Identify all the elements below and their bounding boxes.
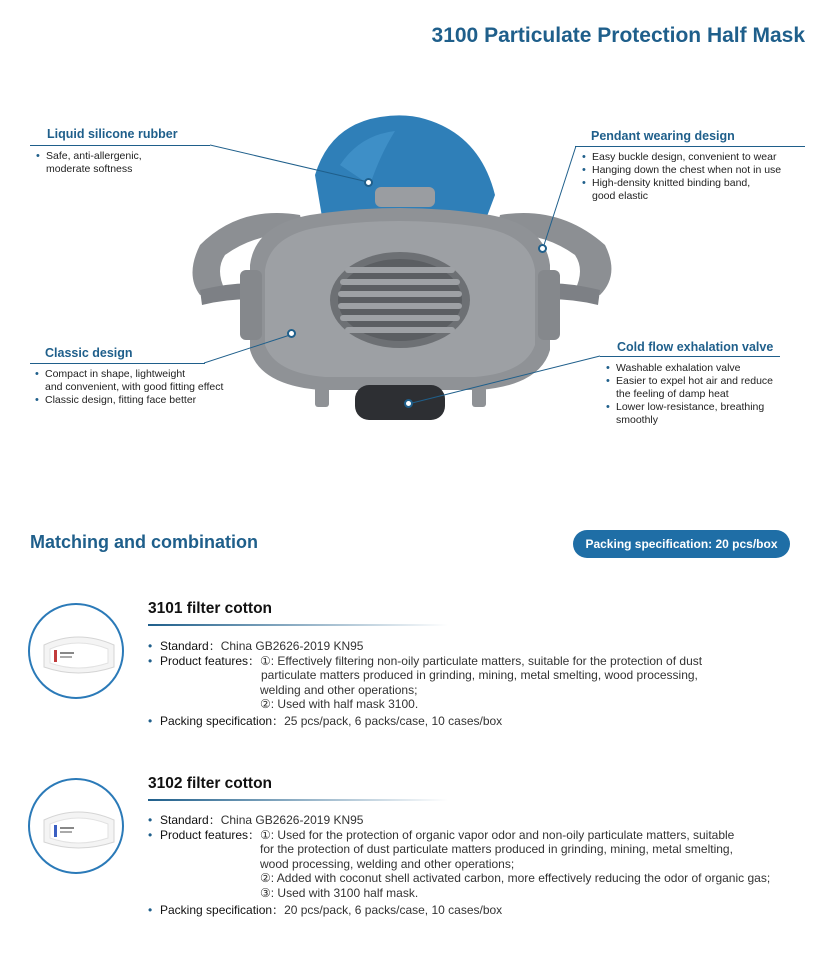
- spec-label: Packing specification：: [160, 902, 285, 917]
- spec-value: 20 pcs/pack, 6 packs/case, 10 cases/box: [284, 902, 503, 917]
- spec-label: Packing specification：: [160, 713, 285, 728]
- spec-features: [148, 654, 818, 712]
- callout-classic-list: [35, 368, 223, 407]
- feature-line: for the protection of dust particulate matters produced in grinding, mining, metal smelting,: [260, 842, 733, 856]
- feature-line: ①: Effectively filtering non-oily particulate matters, suitable for the protection of dust: [260, 653, 703, 668]
- callout-valve-dot: [404, 399, 413, 408]
- feature-line: ②: Used with half mask 3100.: [260, 697, 419, 711]
- feature-line: ③: Used with 3100 half mask.: [260, 885, 419, 900]
- spec-packing: [148, 903, 828, 918]
- product-image-3101: [28, 603, 124, 699]
- callout-classic-item: • Classic design, fitting face better: [35, 394, 223, 407]
- callout-valve-item: • Washable exhalation valve: [606, 362, 773, 375]
- feature-line: particulate matters produced in grinding, mining, metal smelting, wood processing,: [261, 668, 698, 682]
- product-underline: [148, 624, 448, 626]
- callout-silicone-leader: [210, 144, 372, 186]
- feature-line: wood processing, welding and other operations;: [260, 856, 515, 871]
- callout-pendant-list: [582, 151, 781, 203]
- filter-cotton-icon: [30, 780, 124, 874]
- callout-valve-item: • Easier to expel hot air and reduce the feeling of damp heat: [606, 375, 773, 401]
- spec-feature-lines: [260, 828, 770, 901]
- spec-value: China GB2626-2019 KN95: [220, 813, 364, 827]
- callout-valve-item: • Lower low-resistance, breathing smoothly: [606, 401, 773, 427]
- feature-line: ①: Used for the protection of organic vapor odor and non-oily particulate matters, suitable: [260, 827, 735, 842]
- spec-features: [148, 828, 828, 901]
- callout-classic-leader: [204, 333, 292, 365]
- section-title: Matching and combination: [30, 532, 258, 552]
- product-underline: [148, 799, 448, 801]
- callout-silicone-title: Liquid silicone rubber: [47, 127, 178, 141]
- callout-valve-title: Cold flow exhalation valve: [617, 340, 774, 354]
- product-specs-3101: [148, 639, 818, 728]
- callout-pendant-leader: [543, 145, 577, 250]
- spec-value: China GB2626-2019 KN95: [220, 639, 364, 653]
- spec-feature-lines: [260, 654, 702, 712]
- callout-pendant-dot: [538, 244, 547, 253]
- callout-classic-dot: [287, 329, 296, 338]
- callout-classic-line: [30, 363, 205, 364]
- callout-valve-leader: [410, 355, 602, 405]
- callout-silicone-line: [30, 145, 210, 146]
- packing-badge: Packing specification: 20 pcs/box: [573, 530, 790, 558]
- spec-label: Product features：: [160, 827, 261, 842]
- feature-line: welding and other operations;: [260, 682, 418, 697]
- callout-pendant-item: • Hanging down the chest when not in use: [582, 164, 781, 177]
- spec-value: 25 pcs/pack, 6 packs/case, 10 cases/box: [284, 713, 503, 728]
- callout-pendant-item: • High-density knitted binding band, good elastic: [582, 177, 781, 203]
- product-image-3102: [28, 778, 124, 874]
- callout-valve-line: [600, 356, 780, 357]
- filter-cotton-icon: [30, 605, 124, 699]
- callout-classic-item: • Compact in shape, lightweight and convenient, with good fitting effect: [35, 368, 223, 394]
- spec-label: Standard：: [160, 639, 221, 653]
- product-name-3101: 3101 filter cotton: [148, 600, 273, 617]
- spec-standard: [148, 813, 828, 828]
- callout-silicone-list: [36, 150, 142, 176]
- page-title: 3100 Particulate Protection Half Mask: [431, 24, 805, 47]
- callout-pendant-line: [575, 146, 805, 147]
- callout-classic-title: Classic design: [45, 346, 133, 360]
- product-name-3102: 3102 filter cotton: [148, 775, 273, 792]
- product-specs-3102: [148, 813, 828, 917]
- callout-silicone-item: • Safe, anti-allergenic, moderate softness: [36, 150, 142, 176]
- spec-label: Standard：: [160, 813, 221, 827]
- spec-standard: [148, 639, 818, 654]
- spec-packing: [148, 714, 818, 729]
- callout-pendant-title: Pendant wearing design: [591, 129, 735, 143]
- callout-silicone-dot: [364, 178, 373, 187]
- feature-line: ②: Added with coconut shell activated carbon, more effectively reducing the odor of organic gas;: [260, 871, 771, 885]
- spec-label: Product features：: [160, 653, 261, 668]
- callout-pendant-item: • Easy buckle design, convenient to wear: [582, 151, 781, 164]
- callout-valve-list: [606, 362, 773, 427]
